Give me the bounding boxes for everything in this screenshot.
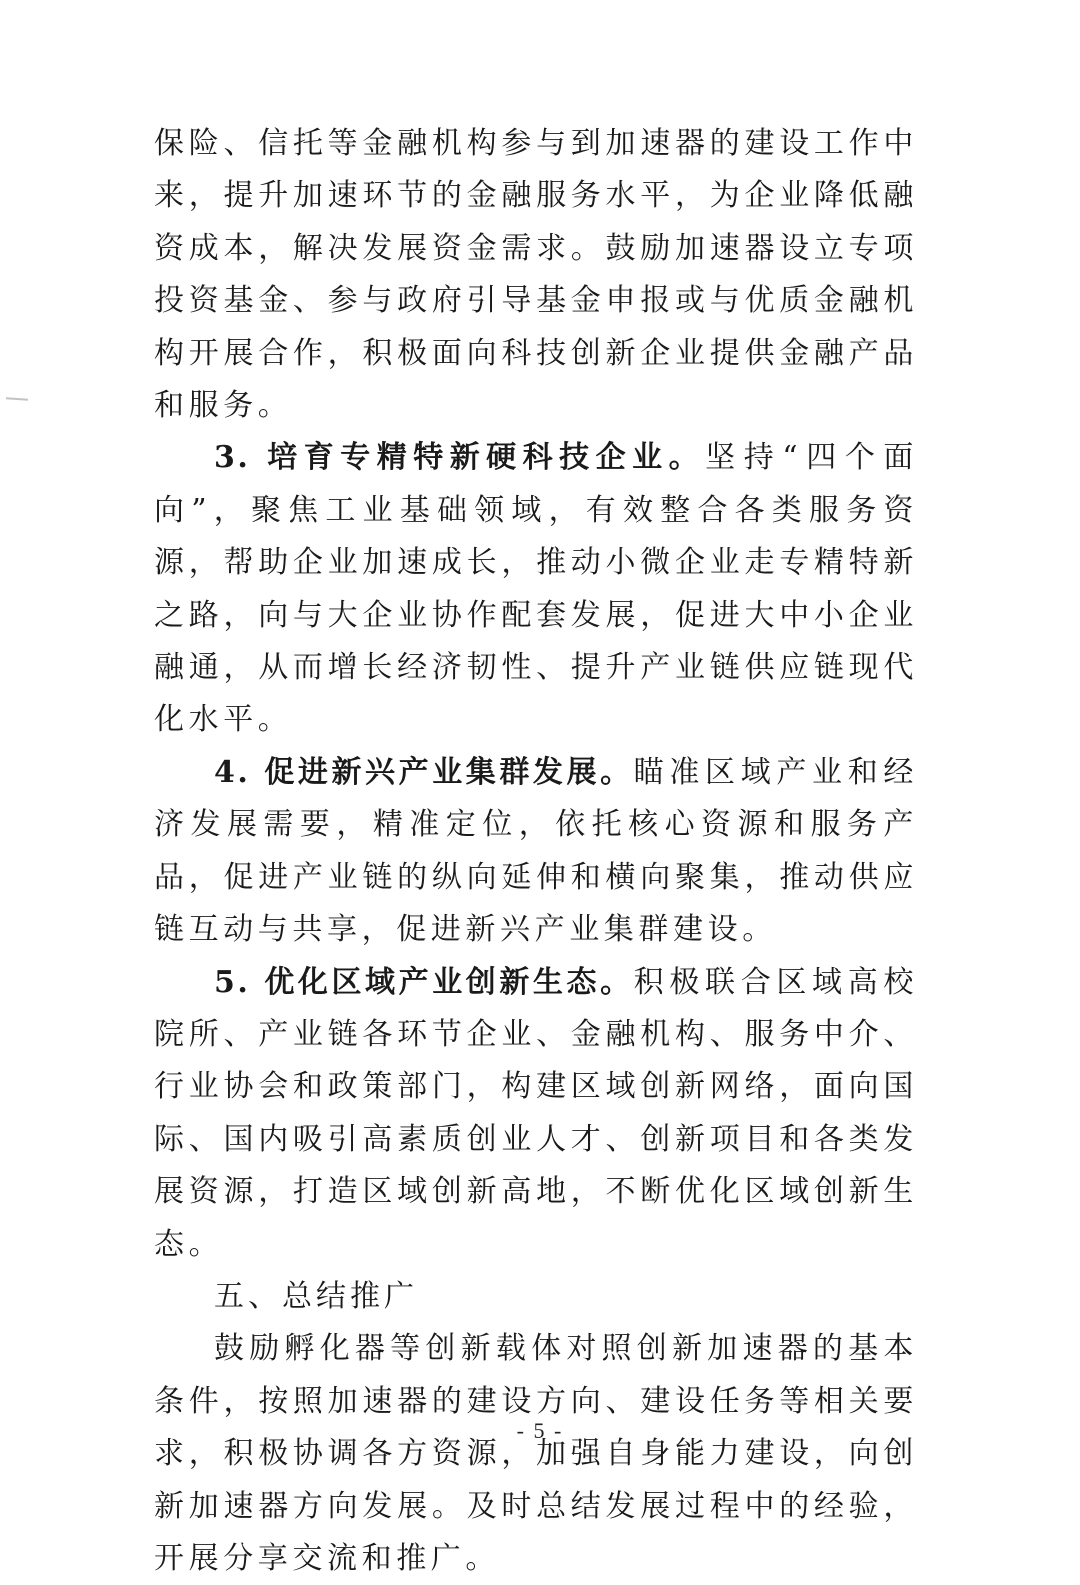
paragraph-finance: [154, 118, 918, 432]
item-5-heading: 5. 优化区域产业创新生态。: [214, 964, 634, 1000]
item-3-heading: 3. 培育专精特新硬科技企业。: [214, 440, 706, 476]
item-4-text: 瞄准区域产业和经济发展需要，精准定位，依托核心资源和服务产品，促进产业链的纵向延伸和横向聚集，推动供应链互动与共享，促进新兴产业集群建设。: [154, 754, 918, 948]
scan-mark: [6, 397, 28, 401]
paragraph-item-3: [154, 432, 918, 746]
item-4-heading: 4. 促进新兴产业集群发展。: [214, 754, 634, 790]
section-heading: 五、总结推广: [214, 1278, 418, 1314]
paragraph-item-5: [154, 957, 918, 1271]
paragraph-item-4: [154, 747, 918, 957]
page-number: - 5 -: [516, 1418, 564, 1443]
section-text: 鼓励孵化器等创新载体对照创新加速器的基本条件，按照加速器的建设方向、建设任务等相关要求，积极协调各方资源，加强自身能力建设，向创新加速器方向发展。及时总结发展过程中的经验，开展分享交流和推广。: [154, 1331, 918, 1576]
item-3-text: 坚持“四个面向”，聚焦工业基础领域，有效整合各类服务资源，帮助企业加速成长，推动小微企业走专精特新之路，向与大企业协作配套发展，促进大中小企业融通，从而增长经济韧性、提升产业链供应链现代化水平。: [154, 440, 919, 738]
paragraph-text: 保险、信托等金融机构参与到加速器的建设工作中来，提升加速环节的金融服务水平，为企业降低融资成本，解决发展资金需求。鼓励加速器设立专项投资基金、参与政府引导基金申报或与优质金融机构开展合作，积极面向科技创新企业提供金融产品和服务。: [154, 126, 918, 424]
section-paragraph: [154, 1323, 918, 1585]
item-5-text: 积极联合区域高校院所、产业链各环节企业、金融机构、服务中介、行业协会和政策部门，构建区域创新网络，面向国际、国内吸引高素质创业人才、创新项目和各类发展资源，打造区域创新高地，不断优化区域创新生态。: [154, 964, 918, 1262]
document-body: [154, 118, 918, 1585]
